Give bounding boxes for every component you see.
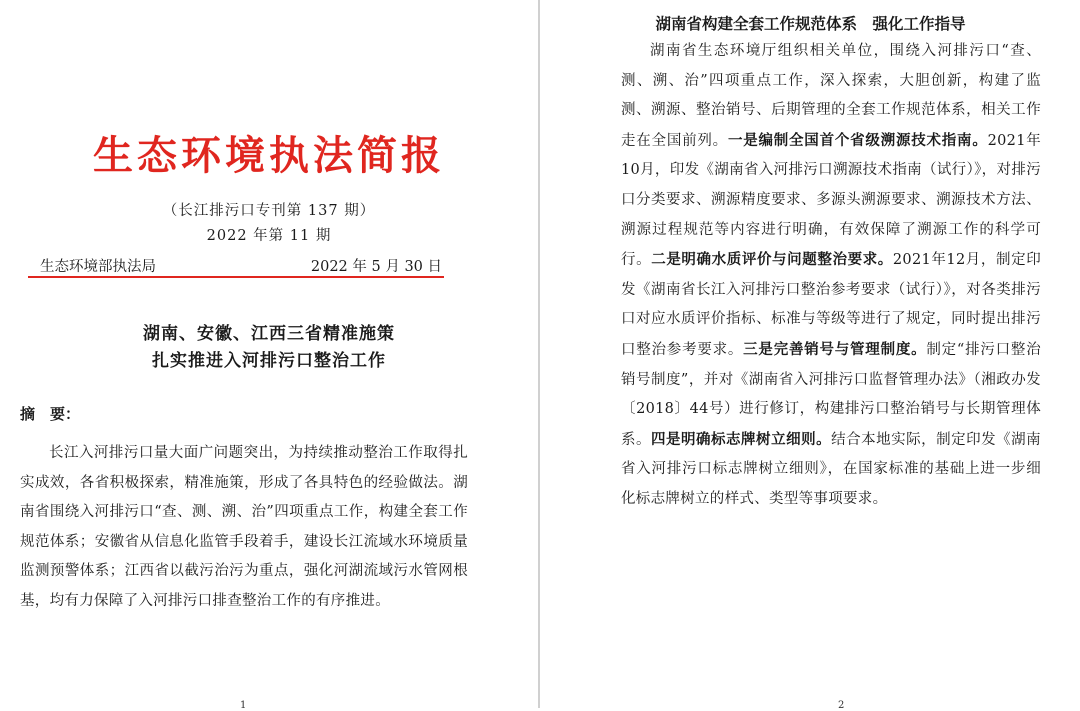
- point-1-text: 2021年10月，印发《湖南省入河排污口溯源技术指南（试行）》，对排污口分类要求、溯源精度要求、多源头溯源要求、溯源技术方法、溯源过程规范等内容进行明确，有效保障了溯源工作的科学可行。: [621, 132, 1042, 269]
- red-divider-rule: [28, 276, 444, 278]
- abstract-text: 长江入河排污口量大面广问题突出，为持续推动整治工作取得扎实成效，各省积极探索，精准施策，形成了各具特色的经验做法。湖南省围绕入河排污口“查、测、溯、治”四项重点工作，构建全套工作规范体系；安徽省从信息化监管手段着手，建设长江流域水环境质量监测预警体系；江西省以截污治污为重点，强化河湖流域污水管网根基，均有力保障了入河排污口排查整治工作的有序推进。: [20, 445, 468, 609]
- year-issue-number: 2022 年第 11 期: [206, 228, 332, 244]
- point-3-heading: 三是完善销号与管理制度。: [743, 340, 927, 358]
- point-2-text: 2021年12月，制定印发《湖南省长江入河排污口整治参考要求（试行）》，对各类排污口对应水质评价指标、标准与等级等进行了规定，同时提出排污口整治参考要求。: [621, 252, 1041, 358]
- right-page: [541, 0, 1080, 711]
- publish-date: 2022 年 5 月 30 日: [310, 259, 442, 275]
- point-3-text: 制定“排污口整治销号制度”，并对《湖南省入河排污口监督管理办法》（湘政办发〔2018〕44号）进行修订，构建排污口整治销号与长期管理体系。: [621, 341, 1041, 448]
- point-4-heading: 四是明确标志牌树立细则。: [651, 430, 832, 448]
- abstract-label: 摘 要：: [20, 405, 81, 423]
- page-number-left: 1: [240, 700, 247, 711]
- headline-line-1: 湖南、安徽、江西三省精准施策: [143, 324, 395, 344]
- point-4-text: 结合本地实际，制定印发《湖南省入河排污口标志牌树立细则》，在国家标准的基础上进一步细化标志牌树立的样式、类型等事项要求。: [621, 431, 1041, 507]
- headline-line-2: 扎实推进入河排污口整治工作: [152, 351, 386, 371]
- point-2-heading: 二是明确水质评价与问题整治要求。: [651, 251, 893, 269]
- section-body: [621, 37, 1041, 515]
- intro-text: 湖南省生态环境厅组织相关单位，围绕入河排污口“查、测、溯、治”四项重点工作，深入探索，大胆创新，构建了监测、溯源、整治销号、后期管理的全套工作规范体系，相关工作走在全国前列。: [621, 43, 1041, 149]
- section-title: 湖南省构建全套工作规范体系 强化工作指导: [655, 14, 966, 33]
- publisher-line: [40, 255, 442, 275]
- publisher-department: 生态环境部执法局: [40, 259, 156, 275]
- page-divider: [538, 0, 540, 708]
- bulletin-masthead: 生态环境执法简报: [93, 132, 445, 179]
- page-number-right: 2: [838, 700, 845, 711]
- left-page: [0, 0, 538, 711]
- point-1-heading: 一是编制全国首个省级溯源技术指南。: [727, 131, 988, 149]
- special-issue-number: （长江排污口专刊第 137 期）: [162, 203, 376, 219]
